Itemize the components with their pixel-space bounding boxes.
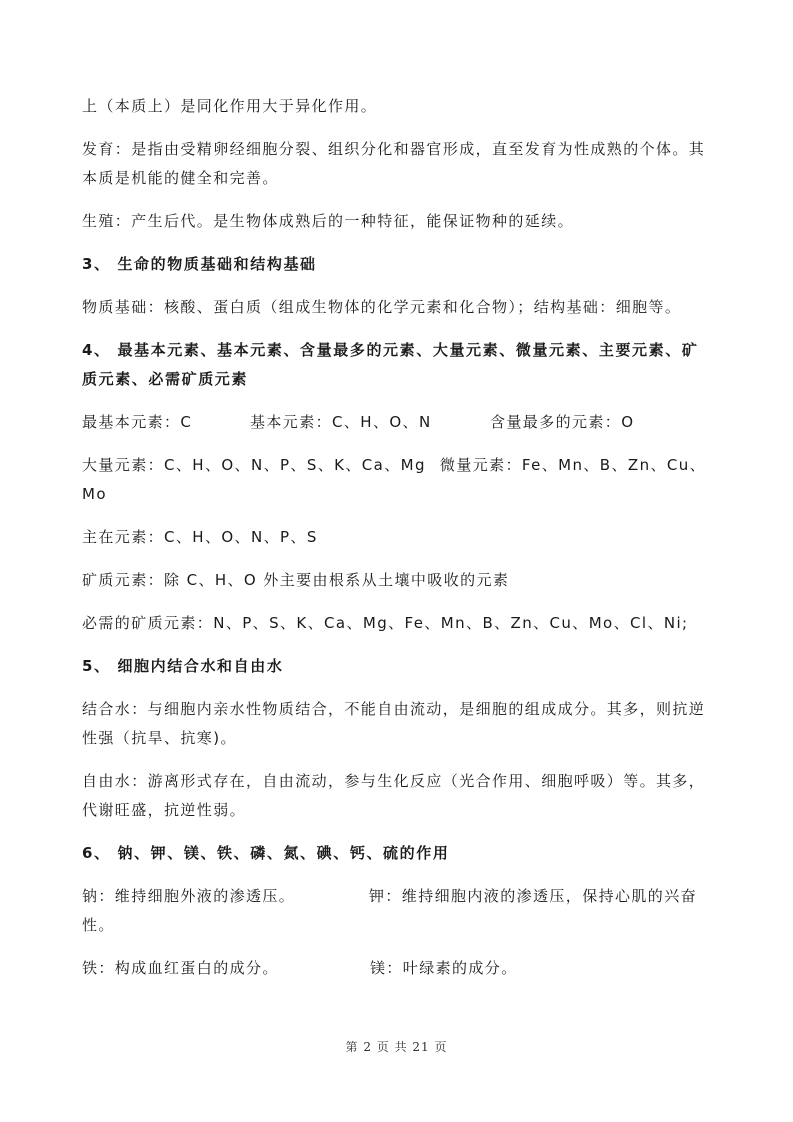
section-heading-4: 4、 最基本元素、基本元素、含量最多的元素、大量元素、微量元素、主要元素、矿质元素、必需矿质元素 bbox=[82, 341, 699, 388]
paragraph-essential-minerals: 必需的矿质元素：N、P、S、K、Ca、Mg、Fe、Mn、B、Zn、Cu、Mo、Cl、Ni; bbox=[82, 614, 689, 632]
paragraph-bound-water: 结合水：与细胞内亲水性物质结合，不能自由流动，是细胞的组成成分。其多，则抗逆性强（抗旱、抗寒)。 bbox=[82, 700, 706, 747]
sodium-function: 钠：维持细胞外液的渗透压。 bbox=[82, 887, 296, 905]
potassium-function: 钾：维持细胞内液的渗透压，保持心肌的兴奋性。 bbox=[82, 887, 698, 934]
paragraph-material-basis: 物质基础：核酸、蛋白质（组成生物体的化学元素和化合物）；结构基础：细胞等。 bbox=[82, 298, 682, 316]
elements-row-basic bbox=[82, 408, 712, 437]
magnesium-function: 镁：叶绿素的成分。 bbox=[370, 959, 518, 977]
iron-function: 铁：构成血红蛋白的成分。 bbox=[82, 959, 279, 977]
ion-row-sodium-potassium bbox=[82, 882, 712, 940]
page-content bbox=[82, 92, 712, 997]
macro-elements: 大量元素：C、H、O、N、P、S、K、Ca、Mg bbox=[82, 456, 426, 474]
paragraph-free-water: 自由水：游离形式存在，自由流动，参与生化反应（光合作用、细胞呼吸）等。其多，代谢旺盛，抗逆性弱。 bbox=[82, 772, 706, 819]
paragraph-development: 发育：是指由受精卵经细胞分裂、组织分化和器官形成，直至发育为性成熟的个体。其本质是机能的健全和完善。 bbox=[82, 140, 706, 187]
paragraph-growth-essence: 上（本质上）是同化作用大于异化作用。 bbox=[82, 97, 378, 115]
ion-row-iron-magnesium bbox=[82, 954, 712, 983]
paragraph-main-elements: 主在元素：C、H、O、N、P、S bbox=[82, 528, 318, 546]
page-number-footer: 第 2 页 共 21 页 bbox=[345, 1040, 448, 1054]
micro-elements: 微量元素：Fe、Mn、B、Zn、Cu、Mo bbox=[82, 456, 707, 503]
paragraph-reproduction: 生殖：产生后代。是生物体成熟后的一种特征，能保证物种的延续。 bbox=[82, 212, 575, 230]
basic-elements: 基本元素：C、H、O、N bbox=[250, 413, 432, 431]
most-basic-element: 最基本元素：C bbox=[82, 413, 193, 431]
elements-row-macro-micro bbox=[82, 451, 712, 509]
paragraph-mineral-elements: 矿质元素：除 C、H、O 外主要由根系从土壤中吸收的元素 bbox=[82, 571, 510, 589]
section-heading-3: 3、 生命的物质基础和结构基础 bbox=[82, 255, 317, 273]
section-heading-5: 5、 细胞内结合水和自由水 bbox=[82, 657, 284, 675]
section-heading-6: 6、 钠、钾、镁、铁、磷、氮、碘、钙、硫的作用 bbox=[82, 844, 450, 862]
most-content-element: 含量最多的元素：O bbox=[490, 413, 635, 431]
